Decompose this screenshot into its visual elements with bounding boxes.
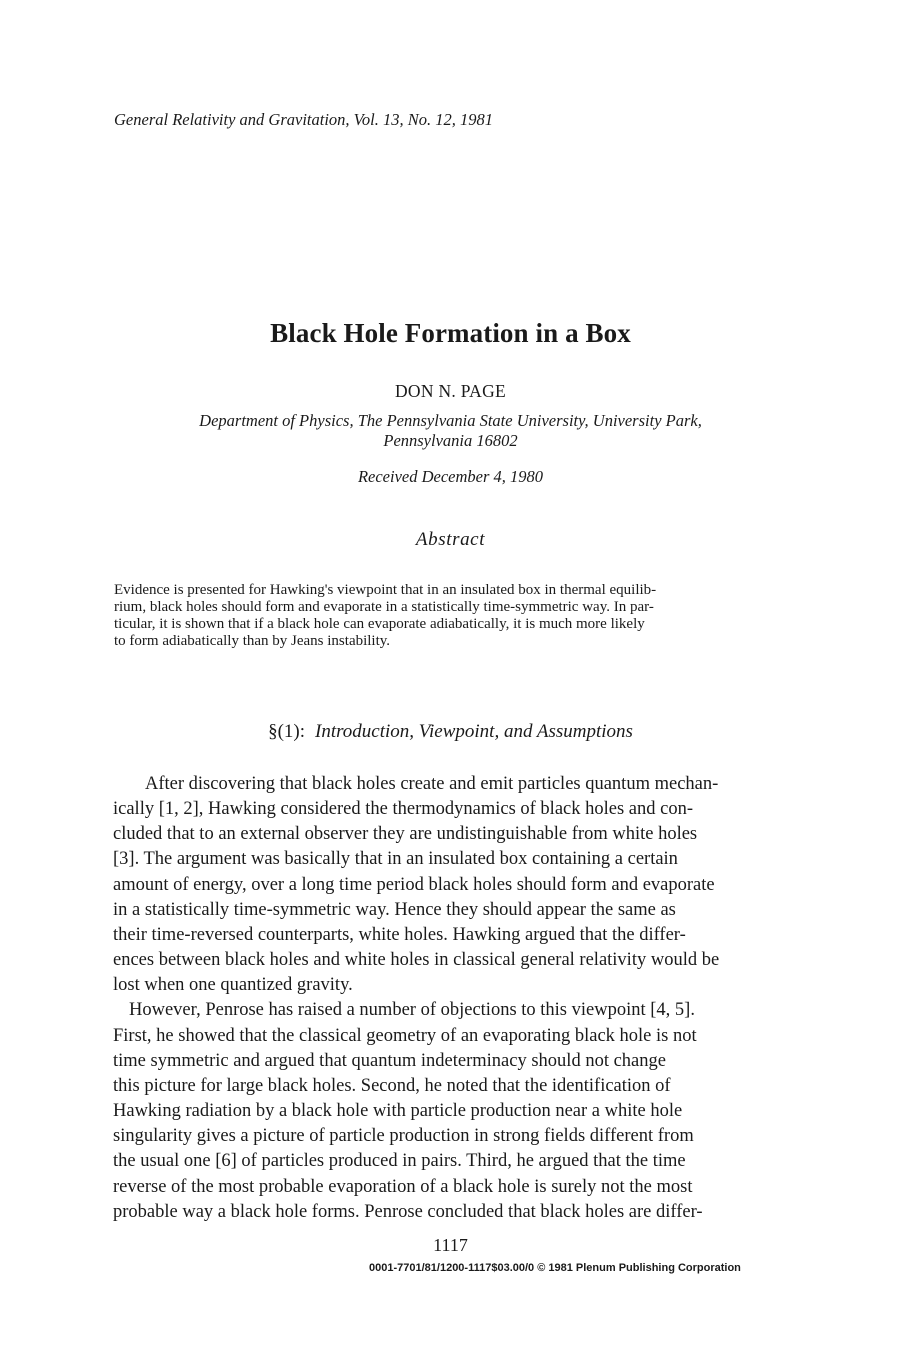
journal-citation: General Relativity and Gravitation, Vol. 13, No. 12, 1981 (114, 110, 494, 129)
received-date: Received December 4, 1980 (357, 467, 544, 486)
body-line: However, Penrose has raised a number of objections to this viewpoint [4, 5]. (129, 1000, 695, 1020)
author-name: DON N. PAGE (394, 381, 507, 401)
body-line: in a statistically time-symmetric way. Hence they should appear the same as (113, 900, 676, 920)
body-line: this picture for large black holes. Second, he noted that the identification of (113, 1076, 671, 1096)
section-heading (0, 721, 901, 743)
body-line: First, he showed that the classical geometry of an evaporating black hole is not (113, 1026, 697, 1046)
section-title: Introduction, Viewpoint, and Assumptions (315, 721, 633, 742)
abstract-line: Evidence is presented for Hawking's viewpoint that in an insulated box in thermal equilib- (114, 582, 657, 598)
body-line: the usual one [6] of particles produced in pairs. Third, he argued that the time (113, 1151, 686, 1171)
body-line: reverse of the most probable evaporation of a black hole is surely not the most (113, 1177, 693, 1197)
abstract-line: to form adiabatically than by Jeans instability. (114, 633, 391, 649)
affiliation-line-2: Pennsylvania 16802 (383, 431, 518, 450)
abstract-line: ticular, it is shown that if a black hole can evaporate adiabatically, it is much more likely (114, 616, 645, 632)
body-line: ences between black holes and white holes in classical general relativity would be (113, 950, 720, 970)
body-line: lost when one quantized gravity. (113, 975, 353, 995)
abstract-line: rium, black holes should form and evaporate in a statistically time-symmetric way. In par- (114, 599, 654, 615)
body-line: singularity gives a picture of particle production in strong fields different from (113, 1126, 694, 1146)
body-line: probable way a black hole forms. Penrose concluded that black holes are differ- (113, 1202, 703, 1222)
body-line: time symmetric and argued that quantum indeterminacy should not change (113, 1051, 666, 1071)
affiliation-line-1: Department of Physics, The Pennsylvania State University, University Park, (199, 411, 702, 430)
section-number: §(1): (268, 721, 306, 742)
page-number: 1117 (433, 1235, 468, 1255)
body-line: ically [1, 2], Hawking considered the thermodynamics of black holes and con- (113, 799, 694, 819)
abstract-heading: Abstract (415, 529, 486, 550)
article-title: Black Hole Formation in a Box (270, 318, 631, 348)
body-line: [3]. The argument was basically that in an insulated box containing a certain (113, 849, 678, 869)
body-line: Hawking radiation by a black hole with particle production near a white hole (113, 1101, 683, 1121)
body-line: amount of energy, over a long time period black holes should form and evaporate (113, 875, 715, 895)
body-line: After discovering that black holes create and emit particles quantum mechan- (145, 774, 719, 794)
body-line: cluded that to an external observer they are undistinguishable from white holes (113, 824, 698, 844)
body-line: their time-reversed counterparts, white holes. Hawking argued that the differ- (113, 925, 686, 945)
copyright-line: 0001-7701/81/1200-1117$03.00/0 © 1981 Plenum Publishing Corporation (369, 1262, 741, 1274)
